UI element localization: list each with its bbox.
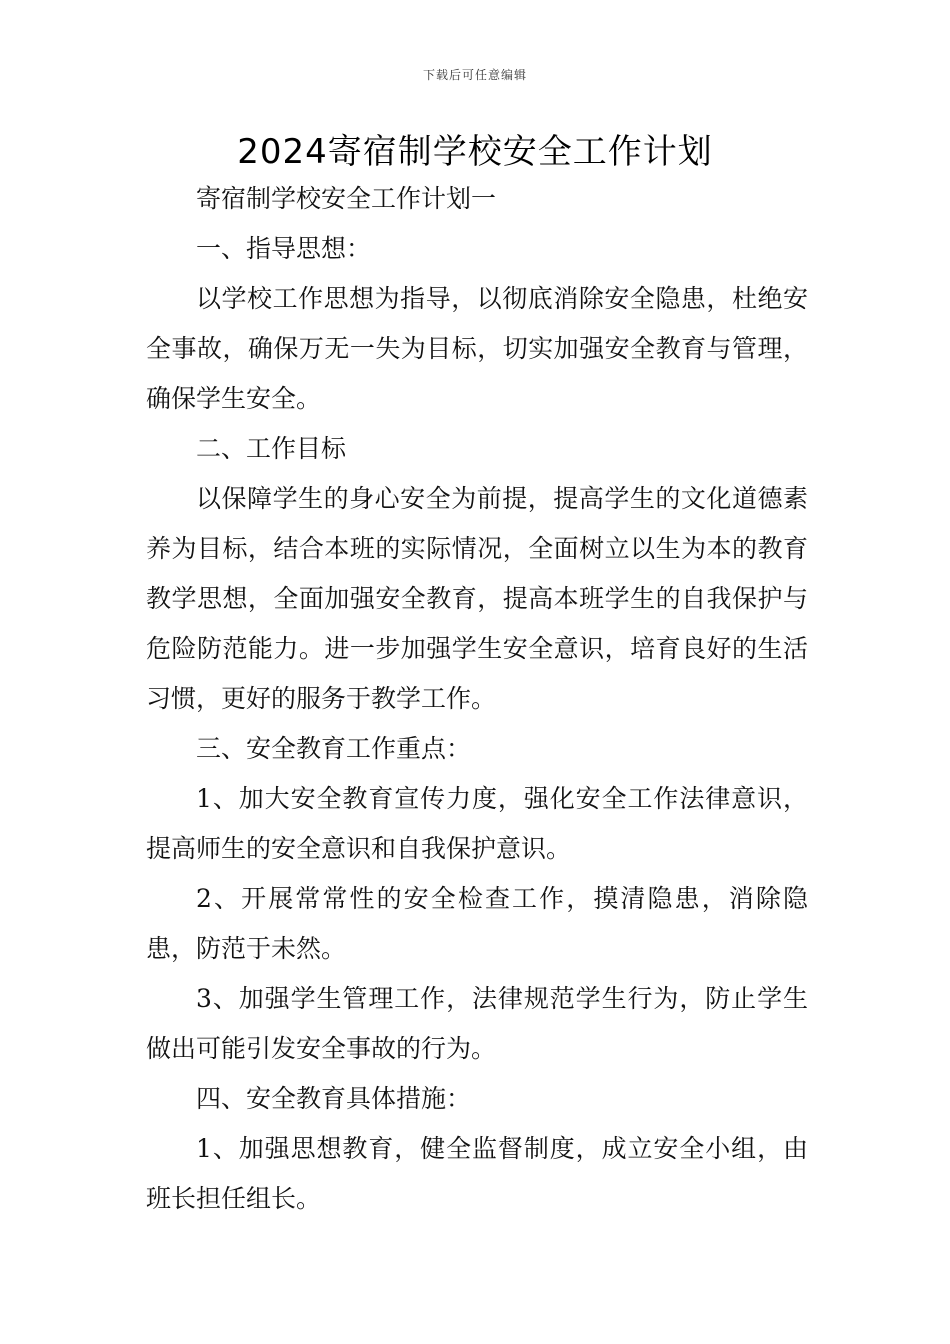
paragraph-key-point-2: 2、开展常常性的安全检查工作，摸清隐患，消除隐患，防范于未然。	[146, 884, 808, 963]
paragraph-guiding-thought: 以学校工作思想为指导，以彻底消除安全隐患，杜绝安全事故，确保万无一失为目标，切实加强安全教育与管理，确保学生安全。	[146, 284, 808, 413]
paragraph-plan-subtitle: 寄宿制学校安全工作计划一	[196, 184, 497, 213]
heading-key-points: 三、安全教育工作重点：	[196, 734, 472, 763]
heading-specific-measures: 四、安全教育具体措施：	[196, 1084, 472, 1113]
paragraph-key-point-3: 3、加强学生管理工作，法律规范学生行为，防止学生做出可能引发安全事故的行为。	[146, 984, 808, 1063]
document-body	[146, 174, 808, 1224]
heading-guiding-thought: 一、指导思想：	[196, 234, 372, 263]
heading-work-goals: 二、工作目标	[196, 434, 347, 463]
document-title: 2024寄宿制学校安全工作计划	[237, 132, 713, 172]
paragraph-key-point-1: 1、加大安全教育宣传力度，强化安全工作法律意识，提高师生的安全意识和自我保护意识。	[146, 784, 808, 863]
header-note: 下载后可任意编辑	[422, 68, 527, 82]
paragraph-work-goals: 以保障学生的身心安全为前提，提高学生的文化道德素养为目标，结合本班的实际情况，全面树立以生为本的教育教学思想，全面加强安全教育，提高本班学生的自我保护与危险防范能力。进一步加强学生安全意识，培育良好的生活习惯，更好的服务于教学工作。	[146, 484, 808, 713]
paragraph-measure-1: 1、加强思想教育，健全监督制度，成立安全小组，由班长担任组长。	[146, 1134, 808, 1213]
